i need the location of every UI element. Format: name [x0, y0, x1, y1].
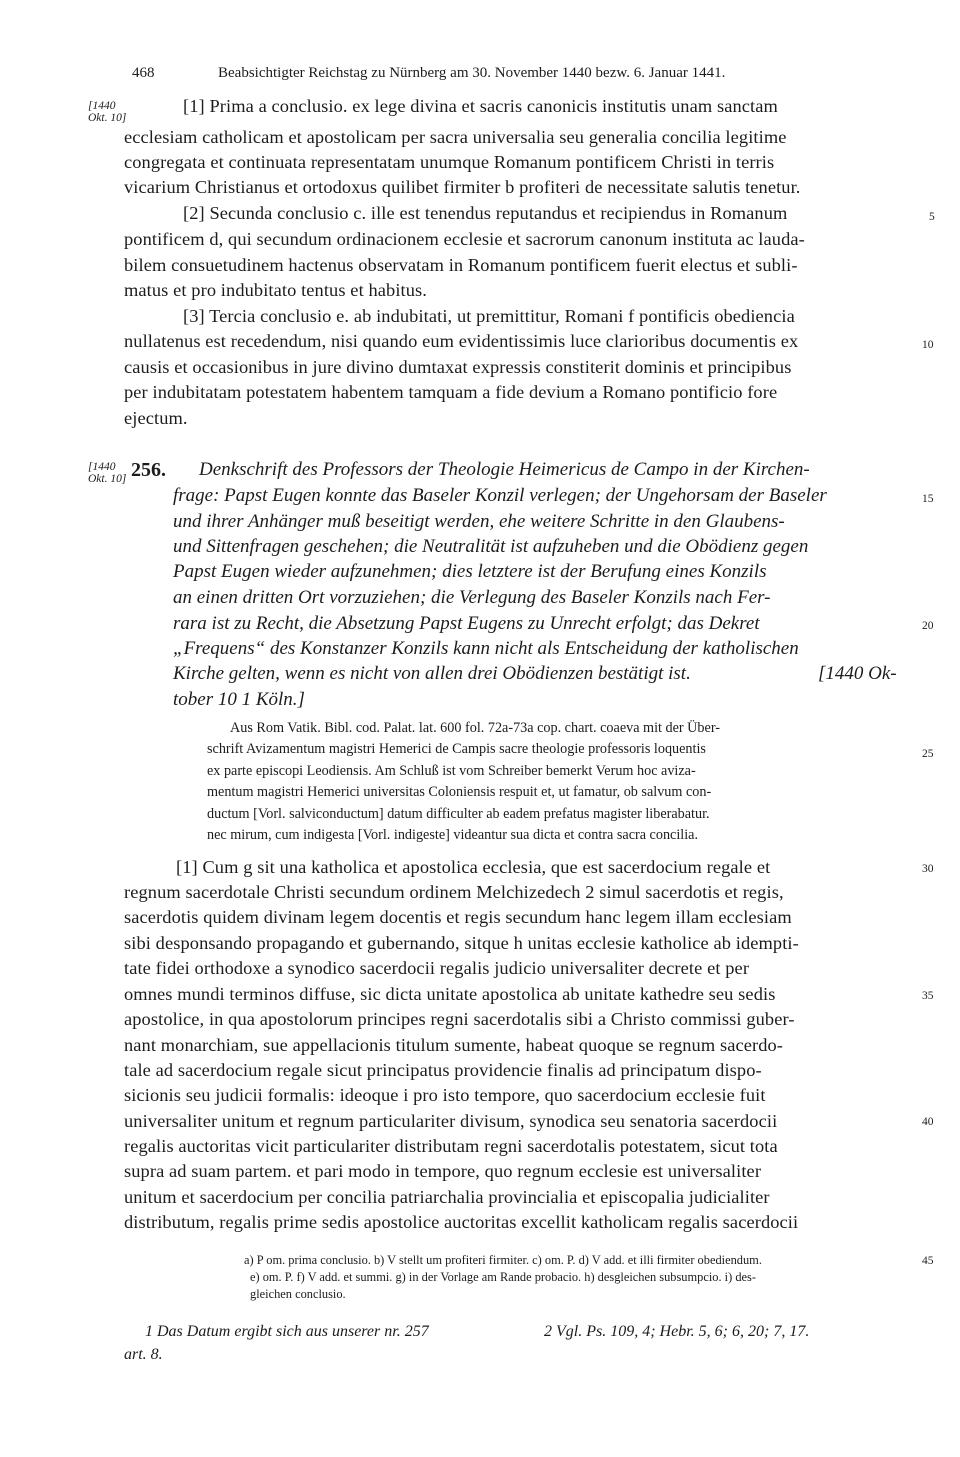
text-line: [2] Secunda conclusio c. ille est tenendus reputandus et recipiendus in Romanum: [183, 203, 788, 223]
text-line: sicionis seu judicii formalis: ideoque i pro isto tempore, quo sacerdocium ecclesie fuit: [124, 1085, 766, 1105]
line-number: 10: [922, 339, 934, 351]
source-line: ductum [Vorl. salviconductum] datum difficulter ab eadem prefatus magister liberabatur.: [207, 806, 710, 822]
title-line: rara ist zu Recht, die Absetzung Papst Eugens zu Unrecht erfolgt; das Dekret: [173, 613, 760, 634]
title-line: „Frequens“ des Konstanzer Konzils kann nicht als Entscheidung der katholischen: [173, 638, 799, 659]
text-line: omnes mundi terminos diffuse, sic dicta unitate apostolica ab unitate kathedre seu sedis: [124, 984, 776, 1004]
text-line: vicarium Christianus et ortodoxus quilibet firmiter b profiteri de necessitate salutis tenetur.: [124, 177, 801, 197]
title-line: Denkschrift des Professors der Theologie Heimericus de Campo in der Kirchen-: [199, 459, 810, 480]
text-line: [1] Prima a conclusio. ex lege divina et sacris canonicis institutis unam sanctam: [183, 96, 778, 116]
apparatus-line: a) P om. prima conclusio. b) V stellt um profiteri firmiter. c) om. P. d) V add. et illi firmiter obediendum.: [244, 1253, 762, 1267]
margin-date-top: [1440 Okt. 10]: [88, 100, 127, 124]
title-line: an einen dritten Ort vorzuziehen; die Verlegung des Baseler Konzils nach Fer-: [173, 587, 771, 608]
text-line: regnum sacerdotale Christi secundum ordinem Melchizedech 2 simul sacerdotis et regis,: [124, 882, 784, 902]
source-line: mentum magistri Hemerici universitas Coloniensis respuit et, ut famatur, ob salvum con-: [207, 784, 712, 800]
text-line: sibi desponsando propagando et gubernando, sitque h unitas ecclesie katholice ab idempti-: [124, 933, 799, 953]
text-line: [3] Tercia conclusio e. ab indubitati, ut premittitur, Romani f pontificis obediencia: [183, 306, 795, 326]
source-line: nec mirum, cum indigesta [Vorl. indigeste] videantur sua dicta et contra sacra concilia.: [207, 827, 699, 843]
document-number: 256.: [131, 459, 166, 481]
date-bracket: [1440 Ok-: [818, 663, 897, 684]
page-number: 468: [132, 65, 155, 81]
footnote-1: 1 Das Datum ergibt sich aus unserer nr. 257: [145, 1323, 429, 1340]
title-line: Papst Eugen wieder aufzunehmen; dies letztere ist der Berufung eines Konzils: [173, 561, 767, 582]
line-number: 15: [922, 493, 934, 505]
line-number: 20: [922, 620, 934, 632]
title-line: Kirche gelten, wenn es nicht von allen drei Obödienzen bestätigt ist.: [173, 663, 691, 684]
text-line: regalis auctoritas vicit particulariter distributam regni sacerdotalis potestatem, sicut tota: [124, 1136, 778, 1156]
line-number: 30: [922, 863, 934, 875]
text-line: matus et pro indubitato tentus et habitus.: [124, 280, 428, 300]
text-line: congregata et continuata representatam unumque Romanum pontificem Christi in terris: [124, 152, 775, 172]
apparatus-line: e) om. P. f) V add. et summi. g) in der Vorlage am Rande probacio. h) desgleichen subsumpcio. i) des-: [250, 1270, 756, 1284]
text-line: supra ad suam partem. et pari modo in tempore, quo regnum ecclesie est universaliter: [124, 1161, 762, 1181]
source-line: Aus Rom Vatik. Bibl. cod. Palat. lat. 600 fol. 72a-73a cop. chart. coaeva mit der Über-: [230, 720, 720, 736]
text-line: universaliter unitum et regnum particulariter divisum, synodica seu senatoria sacerdocii: [124, 1111, 778, 1131]
text-line: causis et occasionibus in jure divino dumtaxat expressis constiterit dominis et principibus: [124, 357, 792, 377]
text-line: ejectum.: [124, 408, 188, 428]
title-line: frage: Papst Eugen konnte das Baseler Konzil verlegen; der Ungehorsam der Baseler: [173, 485, 827, 506]
title-line: und ihrer Anhänger muß beseitigt werden, ehe weitere Schritte in den Glaubens-: [173, 511, 785, 532]
title-line: und Sittenfragen geschehen; die Neutralität ist aufzuheben und die Obödienz gegen: [173, 536, 809, 557]
text-line: nant monarchiam, sue appellacionis titulum sumente, habeat quoque se regnum sacerdo-: [124, 1035, 784, 1055]
text-line: distributum, regalis prime sedis apostolice auctoritas excellit katholicam regalis sacerdocii: [124, 1212, 799, 1232]
text-line: apostolice, in qua apostolorum principes regni sacerdotalis sibi a Christo commissi guber-: [124, 1009, 795, 1029]
text-line: per indubitatam potestatem habentem tamquam a fide devium a Romano pontificio fore: [124, 382, 778, 402]
text-line: unitum et sacerdocium per concilia patriarchalia provincialia et episcopalia judicialiter: [124, 1187, 770, 1207]
apparatus-line: gleichen conclusio.: [250, 1287, 346, 1301]
text-line: tate fidei orthodoxe a synodico sacerdocii regalis judicio universaliter decrete et per: [124, 958, 750, 978]
text-line: sacerdotis quidem divinam legem docentis et regis secundum hanc legem illam ecclesiam: [124, 907, 792, 927]
text-line: tale ad sacerdocium regale sicut principatus providencie finalis ad principatum dispo-: [124, 1060, 762, 1080]
source-line: ex parte episcopi Leodiensis. Am Schluß ist vom Schreiber bemerkt Verum hoc aviza-: [207, 763, 696, 779]
margin-date-doc: [1440 Okt. 10]: [88, 461, 127, 485]
footnote-2-cont: art. 8.: [124, 1346, 163, 1363]
text-line: [1] Cum g sit una katholica et apostolica ecclesia, que est sacerdocium regale et: [176, 857, 771, 877]
text-line: bilem consuetudinem hactenus observatam in Romanum pontificem fuerit electus et subli-: [124, 255, 798, 275]
line-number: 40: [922, 1116, 934, 1128]
text-line: pontificem d, qui secundum ordinacionem ecclesie et sacrorum canonum instituta ac lauda-: [124, 229, 805, 249]
text-line: ecclesiam catholicam et apostolicam per sacra universalia seu generalia concilia legitime: [124, 127, 787, 147]
text-line: nullatenus est recedendum, nisi quando eum evidentissimis luce clarioribus documentis ex: [124, 331, 799, 351]
footnote-2: 2 Vgl. Ps. 109, 4; Hebr. 5, 6; 6, 20; 7, 17.: [544, 1323, 810, 1340]
line-number: 35: [922, 990, 934, 1002]
line-number: 5: [929, 211, 935, 223]
running-title: Beabsichtigter Reichstag zu Nürnberg am 30. November 1440 bezw. 6. Januar 1441.: [218, 65, 726, 81]
source-line: schrift Avizamentum magistri Hemerici de Campis sacre theologie professoris loquentis: [207, 741, 706, 757]
line-number: 45: [922, 1255, 934, 1267]
line-number: 25: [922, 748, 934, 760]
title-line: tober 10 1 Köln.]: [173, 689, 305, 710]
